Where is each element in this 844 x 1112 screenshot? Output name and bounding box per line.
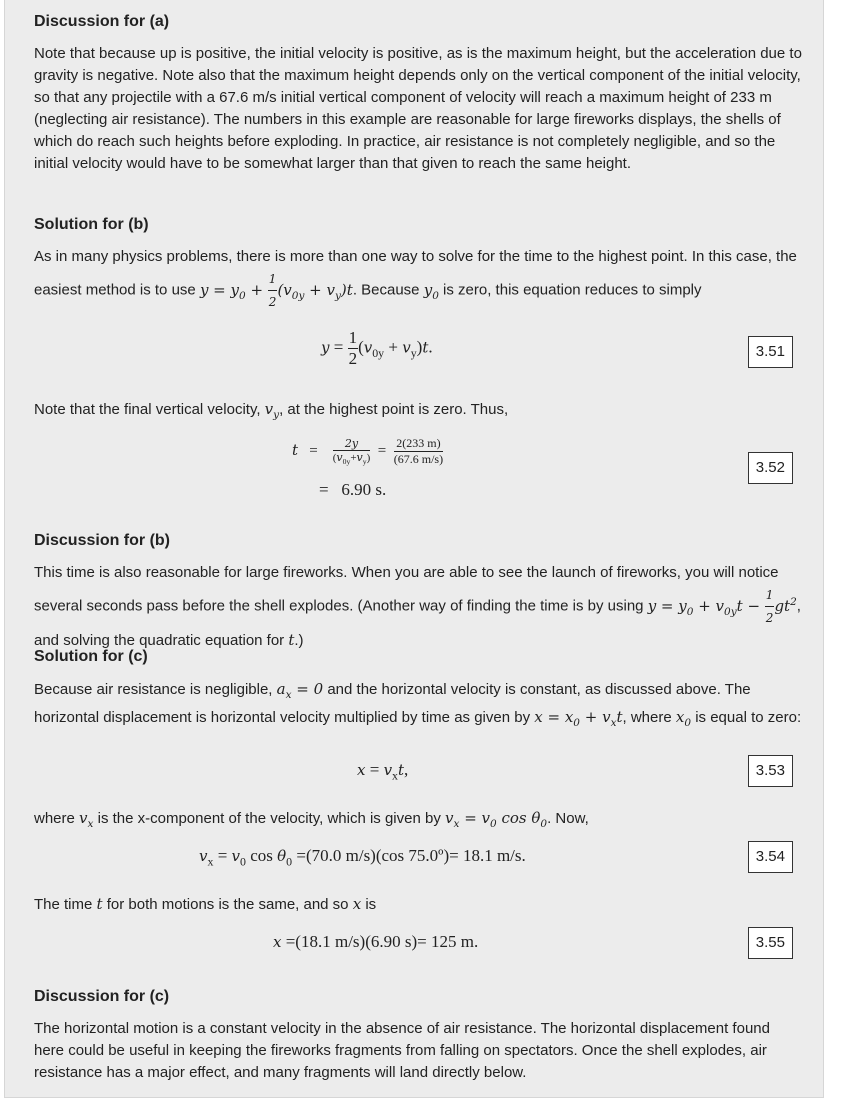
formula-inline: t [288, 631, 295, 649]
paragraph-discussion-a: Note that because up is positive, the initial velocity is positive, as is the maximum height, but the acceleration due to gravity is negative. Note also that the maximum height depends only on the vertical component of the initial velocity, so that any projectile with a 67.6 m/s initial vertical component of velocity will reach a maximum height of 233 m (neglecting air resistance). The numbers in this example are reasonable for large fireworks displays, the shells of which do reach such heights before exploding. In practice, air resistance is not completely negligible, and so the initial velocity would have to be somewhat larger than that given to reach the same height. [34, 45, 802, 172]
equation-number: 3.54 [748, 841, 793, 873]
text: is equal to zero: [695, 709, 802, 726]
text: As in many physics problems, there is more than one way to solve for the time to the highest point. In this case, the easiest method is to use [34, 248, 797, 299]
equation-number: 3.52 [748, 452, 793, 484]
formula-inline: $y = y_0 + v_{0y}t$ − $\frac{1}{2}$ $gt^2$ [648, 597, 797, 615]
paragraph-time [34, 893, 804, 916]
text: is the x-component of the velocity, which is given by [97, 810, 441, 827]
text: This time is also reasonable for large fireworks. When you are able to see the launch of fireworks, you will notice several seconds pass before the shell explodes. (Another way of finding the time is by using [34, 564, 779, 615]
text: for both motions is the same, and so [106, 896, 349, 913]
text: , where [622, 709, 672, 726]
formula-inline: $y = y_0$ + $\frac{1}{2}$ $(v_{0y} + v_y)t$ [200, 281, 353, 299]
solution-panel [4, 0, 824, 1098]
equation-3-55: x =(18.1 m/s)(6.90 s)= 125 m. [273, 932, 479, 951]
text: Because air resistance is negligible, [34, 681, 273, 698]
formula-inline: $a_x = 0$ [276, 680, 324, 701]
text: .) [294, 632, 304, 649]
formula-inline: $y_0$ [423, 280, 439, 302]
equation-3-54: $v_x = v_0$ $\cos \theta_0 =(70.0$ m/s)(cos 75.0º)= 18.1 m/s. [199, 846, 526, 869]
formula-inline: x [352, 895, 362, 913]
text: . Because [352, 281, 420, 299]
text: where [34, 810, 75, 827]
fraction-numerator: 2(233 m) [394, 436, 443, 452]
equation-rhs: =(18.1 m/s)(6.90 s)= 125 m. [285, 932, 479, 951]
formula-inline: $v_y$ [264, 400, 280, 421]
paragraph-final-velocity [34, 398, 804, 426]
fraction-denominator: (67.6 m/s) [393, 452, 444, 466]
equation-3-53: $x = v_xt$, [357, 760, 409, 783]
equation-3-52-line2: = 6.90 s. [319, 480, 387, 499]
formula-inline: $x = x_0 + v_xt$ [534, 708, 623, 729]
equation-rhs: =(70.0 m/s)(cos 75.0º)= 18.1 m/s. [296, 846, 526, 865]
equation-number: 3.53 [748, 755, 793, 787]
heading-discussion-c: Discussion for (c) [34, 988, 170, 1005]
text: . Now, [547, 810, 589, 827]
text: , at the highest point is zero. Thus, [279, 401, 509, 418]
paragraph-solution-c [34, 678, 804, 734]
text: The time [34, 896, 93, 913]
text: is [365, 896, 377, 913]
heading-discussion-b: Discussion for (b) [34, 532, 171, 549]
heading-solution-c: Solution for (c) [34, 648, 148, 665]
heading-solution-b: Solution for (b) [34, 216, 149, 233]
equation-3-51: y = $\frac{1}{2}$ $(v_{0y} + v_y)t$. [321, 328, 433, 368]
paragraph-vx [34, 807, 804, 835]
paragraph-discussion-b [34, 562, 804, 652]
formula-inline: $v_x$ [79, 809, 94, 830]
result: 6.90 s. [341, 480, 387, 499]
paragraph-solution-b [34, 246, 804, 313]
equation-number: 3.51 [748, 336, 793, 368]
paragraph-discussion-c: The horizontal motion is a constant velocity in the absence of air resistance. The horizontal displacement found here could be useful in keeping the fireworks fragments from falling on spectators. Once the shell explodes, air resistance has a major effect, and many fragments will land directly below. [34, 1020, 770, 1081]
equation-number: 3.55 [748, 927, 793, 959]
text: is zero, this equation reduces to simply [443, 281, 702, 299]
formula-inline: $v_x = v_0$ $\cos \theta_0$ [445, 809, 548, 830]
text: , and solving the quadratic equation for [34, 597, 801, 649]
equation-3-52: t = $\frac{2y}{(v_{0y}+v_y)}$ = $\frac{2(233 m)}{(67.6 m/s)}$ [292, 436, 444, 467]
formula-inline: t [96, 895, 103, 913]
heading-discussion-a: Discussion for (a) [34, 13, 170, 30]
text: and the horizontal velocity is constant, as discussed above. The horizontal displacement is horizontal velocity multiplied by time as given by [34, 681, 751, 726]
formula-inline: $x_0$ [675, 708, 692, 729]
text: Note that the final vertical velocity, [34, 401, 261, 418]
